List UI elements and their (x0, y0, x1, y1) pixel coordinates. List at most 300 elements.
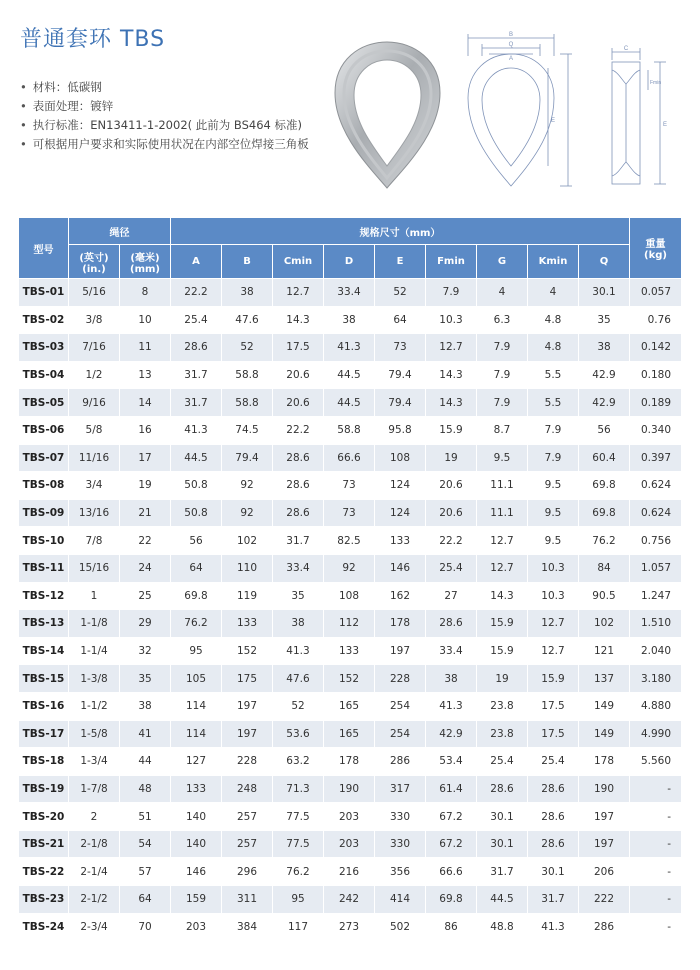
table-cell: 92 (222, 472, 273, 500)
side-drawing (600, 40, 680, 190)
table-cell: 108 (375, 444, 426, 472)
model-cell: TBS-11 (19, 554, 69, 582)
table-cell: 22.2 (273, 416, 324, 444)
table-cell: 11.1 (477, 499, 528, 527)
table-cell: 16 (120, 416, 171, 444)
table-cell: 69.8 (171, 582, 222, 610)
table-cell: 273 (324, 913, 375, 941)
table-cell: 190 (579, 775, 630, 803)
header-mm: (毫米) (mm) (120, 245, 171, 279)
table-cell: 317 (375, 775, 426, 803)
table-cell: 25.4 (477, 748, 528, 776)
table-cell: 330 (375, 830, 426, 858)
table-cell: 66.6 (426, 858, 477, 886)
table-cell: 1 (69, 582, 120, 610)
table-cell: 242 (324, 886, 375, 914)
front-drawing (456, 26, 576, 194)
weight-cell: - (630, 775, 682, 803)
label-fmin: Fmin (650, 80, 662, 86)
model-cell: TBS-07 (19, 444, 69, 472)
table-cell: 4.8 (528, 306, 579, 334)
table-cell: 31.7 (171, 389, 222, 417)
table-cell: 92 (324, 554, 375, 582)
table-row (19, 637, 682, 665)
table-cell: 33.4 (426, 637, 477, 665)
table-cell: 95 (273, 886, 324, 914)
table-cell: 38 (120, 692, 171, 720)
table-cell: 50.8 (171, 472, 222, 500)
spec-list (20, 78, 309, 154)
table-cell: 330 (375, 803, 426, 831)
model-cell: TBS-13 (19, 610, 69, 638)
table-cell: 10 (120, 306, 171, 334)
table-cell: 146 (375, 554, 426, 582)
table-row (19, 416, 682, 444)
table-cell: 74.5 (222, 416, 273, 444)
table-cell: 4 (477, 279, 528, 307)
table-cell: 61.4 (426, 775, 477, 803)
table-cell: 7.9 (426, 279, 477, 307)
table-cell: 165 (324, 692, 375, 720)
table-cell: 58.8 (324, 416, 375, 444)
header-dim: A (171, 245, 222, 279)
table-cell: 28.6 (477, 775, 528, 803)
header-dim: D (324, 245, 375, 279)
table-cell: 15.9 (528, 665, 579, 693)
table-cell: 2-1/8 (69, 830, 120, 858)
table-cell: 102 (222, 527, 273, 555)
table-cell: 64 (120, 886, 171, 914)
table-cell: 31.7 (477, 858, 528, 886)
table-cell: 73 (375, 334, 426, 362)
table-cell: 4.8 (528, 334, 579, 362)
table-cell: 86 (426, 913, 477, 941)
table-cell: 38 (426, 665, 477, 693)
table-cell: 69.8 (426, 886, 477, 914)
model-cell: TBS-14 (19, 637, 69, 665)
model-cell: TBS-12 (19, 582, 69, 610)
table-cell: 1-5/8 (69, 720, 120, 748)
table-cell: 117 (273, 913, 324, 941)
table-cell: 67.2 (426, 830, 477, 858)
table-cell: 165 (324, 720, 375, 748)
table-cell: 5/8 (69, 416, 120, 444)
table-row (19, 279, 682, 307)
page-title: 普通套环 TBS (20, 27, 166, 52)
table-cell: 197 (222, 720, 273, 748)
table-cell: 7.9 (528, 416, 579, 444)
table-cell: 296 (222, 858, 273, 886)
table-cell: 52 (222, 334, 273, 362)
spec-table-body (19, 279, 682, 941)
table-row (19, 886, 682, 914)
table-cell: 25 (120, 582, 171, 610)
table-cell: 152 (222, 637, 273, 665)
header-weight: 重量 (kg) (630, 218, 682, 279)
table-cell: 257 (222, 830, 273, 858)
model-cell: TBS-03 (19, 334, 69, 362)
weight-cell: - (630, 913, 682, 941)
table-cell: 7/8 (69, 527, 120, 555)
table-cell: 20.6 (273, 389, 324, 417)
table-cell: 133 (324, 637, 375, 665)
table-cell: 54 (120, 830, 171, 858)
table-cell: 56 (579, 416, 630, 444)
table-cell: 56 (171, 527, 222, 555)
table-cell: 502 (375, 913, 426, 941)
table-cell: 286 (375, 748, 426, 776)
weight-cell: 0.189 (630, 389, 682, 417)
table-cell: 20.6 (426, 472, 477, 500)
table-cell: 140 (171, 830, 222, 858)
table-cell: 7/16 (69, 334, 120, 362)
table-cell: 7.9 (477, 361, 528, 389)
weight-cell: 1.247 (630, 582, 682, 610)
table-cell: 119 (222, 582, 273, 610)
table-cell: 90.5 (579, 582, 630, 610)
weight-cell: 0.76 (630, 306, 682, 334)
table-cell: 190 (324, 775, 375, 803)
table-cell: 17.5 (528, 692, 579, 720)
table-cell: 1-1/8 (69, 610, 120, 638)
table-cell: 248 (222, 775, 273, 803)
table-cell: 5/16 (69, 279, 120, 307)
table-cell: 257 (222, 803, 273, 831)
weight-cell: - (630, 830, 682, 858)
table-cell: 127 (171, 748, 222, 776)
table-cell: 152 (324, 665, 375, 693)
table-cell: 64 (171, 554, 222, 582)
table-cell: 5.5 (528, 361, 579, 389)
table-cell: 384 (222, 913, 273, 941)
table-cell: 38 (579, 334, 630, 362)
table-row (19, 610, 682, 638)
table-cell: 77.5 (273, 830, 324, 858)
table-cell: 12.7 (528, 610, 579, 638)
table-cell: 29 (120, 610, 171, 638)
header-dim: Q (579, 245, 630, 279)
table-cell: 102 (579, 610, 630, 638)
model-cell: TBS-24 (19, 913, 69, 941)
table-cell: 1-1/4 (69, 637, 120, 665)
table-cell: 197 (375, 637, 426, 665)
table-cell: 178 (375, 610, 426, 638)
weight-cell: 0.142 (630, 334, 682, 362)
spec-surface: • 表面处理：镀锌 (20, 97, 309, 116)
table-cell: 44.5 (324, 361, 375, 389)
table-cell: 1-3/4 (69, 748, 120, 776)
table-cell: 121 (579, 637, 630, 665)
table-cell: 25.4 (426, 554, 477, 582)
table-cell: 17.5 (273, 334, 324, 362)
label-b: B (508, 32, 514, 38)
weight-cell: 2.040 (630, 637, 682, 665)
table-cell: 84 (579, 554, 630, 582)
table-cell: 12.7 (273, 279, 324, 307)
table-cell: 20.6 (426, 499, 477, 527)
weight-cell: - (630, 858, 682, 886)
table-cell: 15.9 (426, 416, 477, 444)
table-cell: 7.9 (477, 389, 528, 417)
label-e-side: E (663, 122, 668, 128)
table-cell: 76.2 (273, 858, 324, 886)
table-cell: 28.6 (273, 499, 324, 527)
table-cell: 14.3 (426, 389, 477, 417)
table-row (19, 499, 682, 527)
table-cell: 216 (324, 858, 375, 886)
model-cell: TBS-19 (19, 775, 69, 803)
table-row (19, 803, 682, 831)
table-cell: 27 (426, 582, 477, 610)
table-cell: 11/16 (69, 444, 120, 472)
model-cell: TBS-06 (19, 416, 69, 444)
table-cell: 51 (120, 803, 171, 831)
table-cell: 30.1 (477, 830, 528, 858)
model-cell: TBS-05 (19, 389, 69, 417)
weight-cell: - (630, 803, 682, 831)
table-cell: 114 (171, 720, 222, 748)
table-cell: 32 (120, 637, 171, 665)
table-cell: 149 (579, 720, 630, 748)
weight-cell: - (630, 886, 682, 914)
table-cell: 82.5 (324, 527, 375, 555)
header-dim: G (477, 245, 528, 279)
table-cell: 67.2 (426, 803, 477, 831)
weight-cell: 0.624 (630, 472, 682, 500)
table-cell: 14.3 (273, 306, 324, 334)
table-cell: 58.8 (222, 361, 273, 389)
table-cell: 25.4 (171, 306, 222, 334)
label-a: A (508, 56, 514, 62)
table-cell: 17 (120, 444, 171, 472)
table-cell: 23.8 (477, 692, 528, 720)
table-cell: 1-7/8 (69, 775, 120, 803)
table-cell: 77.5 (273, 803, 324, 831)
table-cell: 69.8 (579, 472, 630, 500)
table-cell: 28.6 (273, 444, 324, 472)
table-cell: 2-1/2 (69, 886, 120, 914)
table-row (19, 913, 682, 941)
table-cell: 10.3 (528, 582, 579, 610)
table-cell: 30.1 (579, 279, 630, 307)
table-cell: 52 (375, 279, 426, 307)
table-cell: 203 (171, 913, 222, 941)
table-cell: 42.9 (579, 361, 630, 389)
table-cell: 48 (120, 775, 171, 803)
table-cell: 35 (120, 665, 171, 693)
header-dim: B (222, 245, 273, 279)
table-cell: 149 (579, 692, 630, 720)
table-cell: 6.3 (477, 306, 528, 334)
table-cell: 33.4 (324, 279, 375, 307)
label-c: C (623, 46, 629, 52)
table-cell: 159 (171, 886, 222, 914)
spec-table (18, 217, 682, 941)
header-dim: E (375, 245, 426, 279)
table-cell: 203 (324, 803, 375, 831)
table-cell: 9.5 (528, 472, 579, 500)
table-cell: 112 (324, 610, 375, 638)
table-cell: 356 (375, 858, 426, 886)
table-cell: 2-3/4 (69, 913, 120, 941)
header-rope-diameter: 绳径 (69, 218, 171, 245)
header-inch: (英寸) (in.) (69, 245, 120, 279)
weight-cell: 0.057 (630, 279, 682, 307)
table-cell: 31.7 (273, 527, 324, 555)
weight-cell: 1.510 (630, 610, 682, 638)
table-cell: 21 (120, 499, 171, 527)
table-row (19, 306, 682, 334)
table-row (19, 527, 682, 555)
table-cell: 28.6 (528, 830, 579, 858)
table-cell: 13/16 (69, 499, 120, 527)
table-cell: 15.9 (477, 610, 528, 638)
table-cell: 95 (171, 637, 222, 665)
table-cell: 53.4 (426, 748, 477, 776)
table-cell: 76.2 (579, 527, 630, 555)
table-cell: 222 (579, 886, 630, 914)
table-cell: 17.5 (528, 720, 579, 748)
header-dim: Kmin (528, 245, 579, 279)
table-cell: 12.7 (477, 527, 528, 555)
table-cell: 28.6 (528, 803, 579, 831)
table-cell: 66.6 (324, 444, 375, 472)
table-cell: 9.5 (528, 499, 579, 527)
table-cell: 7.9 (477, 334, 528, 362)
table-cell: 38 (324, 306, 375, 334)
table-cell: 76.2 (171, 610, 222, 638)
table-cell: 14.3 (426, 361, 477, 389)
table-cell: 133 (222, 610, 273, 638)
table-cell: 52 (273, 692, 324, 720)
table-cell: 28.6 (171, 334, 222, 362)
table-row (19, 334, 682, 362)
table-cell: 13 (120, 361, 171, 389)
table-cell: 311 (222, 886, 273, 914)
table-cell: 35 (273, 582, 324, 610)
model-cell: TBS-04 (19, 361, 69, 389)
table-cell: 44.5 (171, 444, 222, 472)
table-cell: 2-1/4 (69, 858, 120, 886)
table-row (19, 582, 682, 610)
table-cell: 41.3 (528, 913, 579, 941)
table-cell: 24 (120, 554, 171, 582)
table-cell: 146 (171, 858, 222, 886)
table-cell: 14 (120, 389, 171, 417)
table-cell: 47.6 (273, 665, 324, 693)
table-row (19, 720, 682, 748)
model-cell: TBS-17 (19, 720, 69, 748)
table-cell: 79.4 (375, 361, 426, 389)
table-cell: 23.8 (477, 720, 528, 748)
table-cell: 19 (120, 472, 171, 500)
spec-material: • 材料：低碳钢 (20, 78, 309, 97)
table-cell: 5.5 (528, 389, 579, 417)
table-cell: 70 (120, 913, 171, 941)
table-cell: 47.6 (222, 306, 273, 334)
table-cell: 206 (579, 858, 630, 886)
weight-cell: 4.880 (630, 692, 682, 720)
table-cell: 63.2 (273, 748, 324, 776)
table-cell: 64 (375, 306, 426, 334)
table-cell: 19 (477, 665, 528, 693)
header-dim: Fmin (426, 245, 477, 279)
table-cell: 3/4 (69, 472, 120, 500)
table-cell: 414 (375, 886, 426, 914)
table-cell: 175 (222, 665, 273, 693)
model-cell: TBS-18 (19, 748, 69, 776)
table-cell: 41.3 (171, 416, 222, 444)
table-cell: 110 (222, 554, 273, 582)
table-cell: 9.5 (528, 527, 579, 555)
model-cell: TBS-08 (19, 472, 69, 500)
model-cell: TBS-15 (19, 665, 69, 693)
table-cell: 58.8 (222, 389, 273, 417)
table-cell: 178 (579, 748, 630, 776)
table-cell: 12.7 (528, 637, 579, 665)
table-cell: 14.3 (477, 582, 528, 610)
model-cell: TBS-02 (19, 306, 69, 334)
table-cell: 133 (375, 527, 426, 555)
table-cell: 254 (375, 692, 426, 720)
table-cell: 124 (375, 472, 426, 500)
table-cell: 1/2 (69, 361, 120, 389)
header-spec-size: 规格尺寸（mm） (171, 218, 630, 245)
table-cell: 162 (375, 582, 426, 610)
table-cell: 73 (324, 499, 375, 527)
table-cell: 254 (375, 720, 426, 748)
table-cell: 197 (579, 830, 630, 858)
weight-cell: 5.560 (630, 748, 682, 776)
table-cell: 178 (324, 748, 375, 776)
table-cell: 133 (171, 775, 222, 803)
table-cell: 15/16 (69, 554, 120, 582)
table-row (19, 775, 682, 803)
table-cell: 92 (222, 499, 273, 527)
header-dim: Cmin (273, 245, 324, 279)
table-row (19, 444, 682, 472)
table-cell: 28.6 (528, 775, 579, 803)
table-row (19, 692, 682, 720)
table-cell: 22.2 (426, 527, 477, 555)
weight-cell: 0.624 (630, 499, 682, 527)
table-cell: 15.9 (477, 637, 528, 665)
spec-standard: • 执行标准：EN13411-1-2002( 此前为 BS464 标准) (20, 116, 309, 135)
model-cell: TBS-21 (19, 830, 69, 858)
table-cell: 7.9 (528, 444, 579, 472)
table-row (19, 665, 682, 693)
table-cell: 203 (324, 830, 375, 858)
table-cell: 286 (579, 913, 630, 941)
table-cell: 137 (579, 665, 630, 693)
table-cell: 105 (171, 665, 222, 693)
table-cell: 11.1 (477, 472, 528, 500)
table-cell: 95.8 (375, 416, 426, 444)
table-cell: 30.1 (528, 858, 579, 886)
weight-cell: 4.990 (630, 720, 682, 748)
table-row (19, 858, 682, 886)
model-cell: TBS-10 (19, 527, 69, 555)
table-cell: 41 (120, 720, 171, 748)
table-cell: 28.6 (426, 610, 477, 638)
weight-cell: 3.180 (630, 665, 682, 693)
weight-cell: 1.057 (630, 554, 682, 582)
table-cell: 31.7 (528, 886, 579, 914)
table-cell: 35 (579, 306, 630, 334)
table-cell: 12.7 (477, 554, 528, 582)
model-cell: TBS-20 (19, 803, 69, 831)
table-cell: 1-3/8 (69, 665, 120, 693)
